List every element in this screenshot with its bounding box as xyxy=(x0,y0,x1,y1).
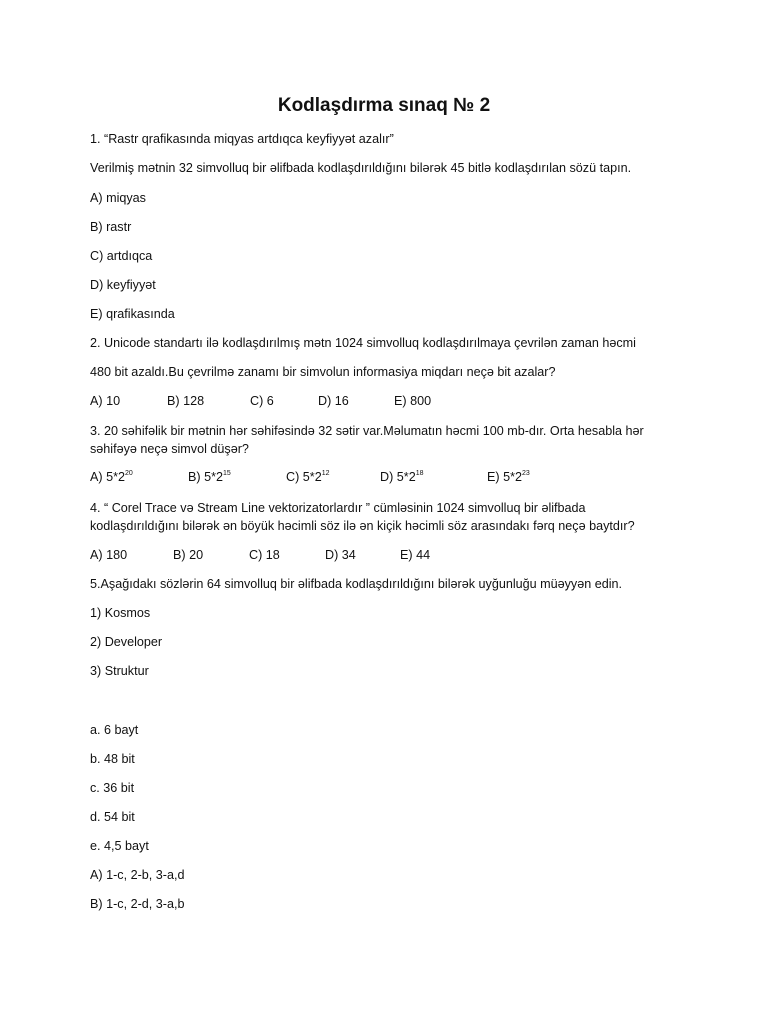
q3-option-b xyxy=(188,469,231,486)
q2-option-a: A) 10 xyxy=(90,394,121,408)
page-title: Kodlaşdırma sınaq № 2 xyxy=(277,95,491,116)
q2-option-c: C) 6 xyxy=(250,394,274,408)
q1-option-b: B) rastr xyxy=(90,220,132,234)
q3-option-d xyxy=(380,469,424,486)
q4-option-d: D) 34 xyxy=(325,548,356,562)
q1-option-a: A) miqyas xyxy=(90,191,146,205)
q3-option-c-exp: 12 xyxy=(321,470,330,477)
q3-option-a-base: A) 5*2 xyxy=(90,470,126,484)
q1-quote: 1. “Rastr qrafikasında miqyas artdıqca keyfiyyət azalır” xyxy=(90,132,394,146)
q2-line-1: 2. Unicode standartı ilə kodlaşdırılmış mətn 1024 simvolluq kodlaşdırılmaya çevrilən zaman həcmi xyxy=(90,336,636,350)
q1-option-d: D) keyfiyyət xyxy=(90,278,156,292)
q2-line-2: 480 bit azaldı.Bu çevrilmə zanamı bir simvolun informasiya miqdarı neçə bit azalar? xyxy=(90,365,556,379)
q5-size-a: a. 6 bayt xyxy=(90,723,139,737)
q3-option-d-exp: 18 xyxy=(415,470,424,477)
q2-option-d: D) 16 xyxy=(318,394,349,408)
q3-text: 3. 20 səhifəlik bir mətnin hər səhifəsində 32 sətir var.Məlumatın həcmi 100 mb-dır. Orta hesabla hər səhifəyə neçə simvol düşər? xyxy=(90,424,644,456)
q3-option-b-base: B) 5*2 xyxy=(188,470,224,484)
q3-option-b-exp: 15 xyxy=(223,470,231,477)
q4-text: 4. “ Corel Trace və Stream Line vektorizatorlardır ” cümləsinin 1024 simvolluq bir əlifbada kodlaşdırıldığını bilərək ən böyük həcimli söz ilə ən kiçik həcimli söz arasındakı fərq neçə baytdır? xyxy=(90,501,635,533)
q1-option-c: C) artdıqca xyxy=(90,249,153,263)
q3-option-d-base: D) 5*2 xyxy=(380,470,416,484)
q4-option-e: E) 44 xyxy=(400,548,431,562)
q5-size-c: c. 36 bit xyxy=(90,781,135,795)
q5-answer-a: A) 1-c, 2-b, 3-a,d xyxy=(90,868,185,882)
q3-option-a xyxy=(90,469,133,486)
q3-option-e xyxy=(487,469,530,486)
q5-word-3: 3) Struktur xyxy=(90,664,149,678)
q3-option-e-base: E) 5*2 xyxy=(487,470,523,484)
q5-answer-b: B) 1-c, 2-d, 3-a,b xyxy=(90,897,185,911)
q4-option-b: B) 20 xyxy=(173,548,204,562)
q2-option-b: B) 128 xyxy=(167,394,205,408)
q3-option-e-exp: 23 xyxy=(522,470,530,477)
q3-option-c xyxy=(286,469,330,486)
q4-option-c: C) 18 xyxy=(249,548,280,562)
q5-size-e: e. 4,5 bayt xyxy=(90,839,149,853)
q5-word-1: 1) Kosmos xyxy=(90,606,151,620)
q5-size-d: d. 54 bit xyxy=(90,810,135,824)
q3-option-c-base: C) 5*2 xyxy=(286,470,322,484)
q5-size-b: b. 48 bit xyxy=(90,752,135,766)
q4-option-a: A) 180 xyxy=(90,548,128,562)
q2-option-e: E) 800 xyxy=(394,394,432,408)
q5-word-2: 2) Developer xyxy=(90,635,163,649)
q1-option-e: E) qrafikasında xyxy=(90,307,175,321)
q5-text: 5.Aşağıdakı sözlərin 64 simvolluq bir əlifbada kodlaşdırıldığını bilərək uyğunluğu müəyyən edin. xyxy=(90,577,623,591)
q1-text: Verilmiş mətnin 32 simvolluq bir əlifbada kodlaşdırıldığını bilərək 45 bitlə kodlaşdırılan sözü tapın. xyxy=(90,161,632,175)
q3-option-a-exp: 20 xyxy=(125,470,133,477)
